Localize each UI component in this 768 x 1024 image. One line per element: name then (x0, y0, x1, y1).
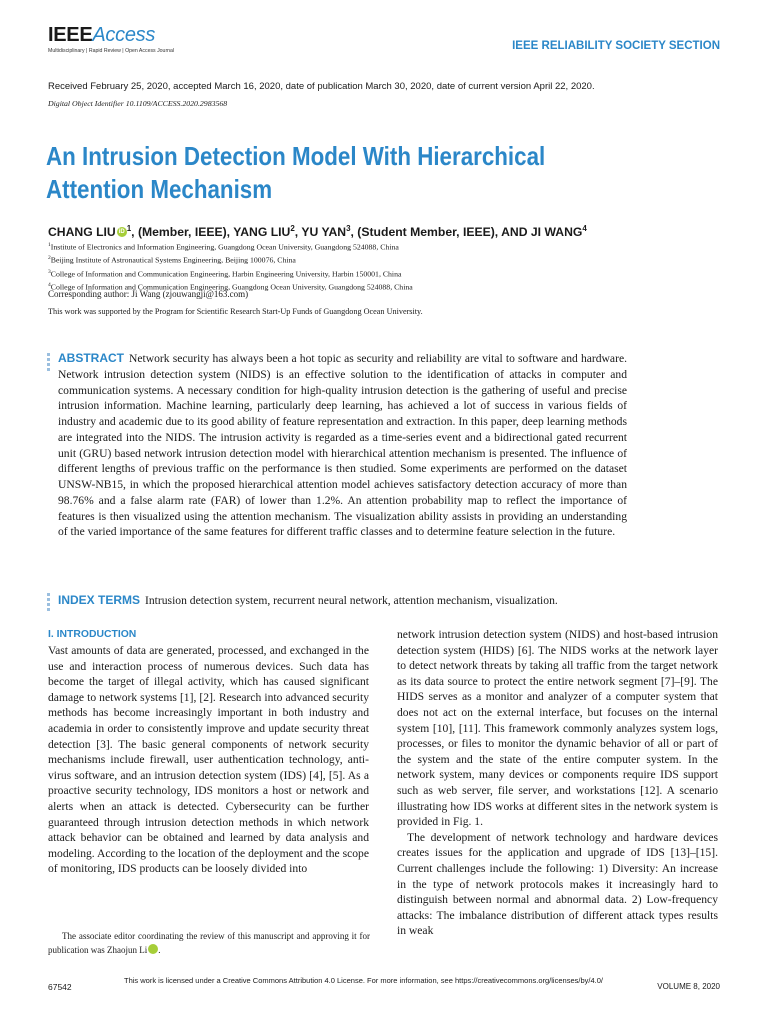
section-heading: I. INTRODUCTION (48, 629, 137, 640)
author-role: , (Member, IEEE), (131, 225, 234, 240)
orcid-icon[interactable]: iD (148, 944, 158, 954)
affiliation-text: Institute of Electronics and Information Engineering, Guangdong Ocean University, Guangdong 524088, China (50, 242, 399, 252)
abstract-label: ABSTRACT (58, 351, 124, 365)
doi-link[interactable]: 10.1109/ACCESS.2020.2983568 (125, 99, 228, 108)
affiliation-num: 1 (48, 242, 51, 248)
index-terms (58, 593, 698, 608)
abstract-text: Network security has always been a hot topic as security and reliability are vital to software and hardware. Network intrusion detection system (NIDS) is an effective solution to the identification of attacks in computer and communication systems. A necessary condition for high-quality intrusion detection is the gathering of useful and precise intrusion information. Machine learning, particularly deep learning, has achieved a lot of success in various fields of industry and academic due to its good ability of feature representation and extraction. In this paper, deep learning methods are integrated into the NIDS. The intrusion activity is regarded as a time-series event and a bidirectional gated recurrent unit (GRU) based network intrusion detection model with hierarchical attention mechanism is presented. The influence of different lengths of previous traffic on the performance is then studied. Some experiments are performed on the dataset UNSW-NB15, in which the proposed hierarchical attention model achieves satisfactory detection accuracy of more than 98.76% and a false alarm rate (FAR) of lower than 1.2%. An attention probability map to reflect the importance of features is then visualized using the attention mechanism. The visualization ability assists in providing an understanding of the varied importance of the same features for different traffic classes and to determine feature selection in the future. (58, 352, 627, 539)
author-sup: 4 (582, 224, 587, 233)
affiliation-text: Beijing Institute of Astronautical Systems Engineering, Beijing 100076, China (50, 255, 296, 265)
index-terms-text: Intrusion detection system, recurrent neural network, attention mechanism, visualization. (145, 594, 558, 607)
paragraph: network intrusion detection system (NIDS) and host-based intrusion detection system (HIDS) [6]. The NIDS works at the network layer to detect network threats by taking all traffic from the target network as its data source to protect the entire network segment [7]–[9]. The HIDS serves as a monitor and analyzer of a computer system that does not act on the external interface, but focuses on the internal system [10], [11]. This framework commonly analyzes system logs, processes, or files to monitor the dynamic behavior of all or part of the system and the state of the entire computer system. In the network system, many devices or components require IDS support such as web server, file server, and workstations [12]. A scenario illustrating how IDS works at different sites in the network system is provided in Fig. 1. (397, 628, 718, 829)
page-number: 67542 (48, 982, 72, 992)
section-label: IEEE RELIABILITY SOCIETY SECTION (512, 40, 720, 52)
affiliations (48, 240, 413, 294)
author-role: , (Student Member, IEEE), AND (350, 225, 531, 240)
affiliation-num: 3 (48, 268, 51, 275)
paragraph: Vast amounts of data are generated, processed, and exchanged in the use and interaction process of numerous devices. Such data has become the target of illegal activity, which has caused significant damage to network systems [1], [2]. Research into advanced security methods has become increasingly important in both industry and academia in order to consistently improve and update security threat detection [3]. The basic general components of network security mechanisms include firewall, user authentication technology, anti-virus software, and an intrusion detection system (IDS) [4], [5]. As a proactive security technology, IDS monitors a host or network and alerts when an attack is detected. Cybersecurity can be further guaranteed through intrusion detection methods in which network attack behavior can be obtained and learned by data analysis and modeling. According to the location of the deployment and the scope of monitoring, IDS products can be loosely divided into (48, 644, 369, 876)
author-list (48, 224, 587, 239)
logo-ieee: IEEE (48, 24, 93, 46)
author-sup: 3 (346, 224, 351, 233)
author-name: YANG LIU (233, 225, 291, 240)
journal-logo (48, 24, 174, 54)
left-column (48, 627, 369, 877)
index-terms-marker-icon (47, 593, 51, 613)
right-column (397, 627, 718, 939)
abstract-marker-icon (47, 353, 51, 373)
corresponding-author: Corresponding author: Ji Wang (zjouwangji@163.com) (48, 289, 249, 299)
affiliation-num: 4 (48, 282, 51, 289)
author-sup: 2 (290, 224, 295, 233)
license-note[interactable]: This work is licensed under a Creative Commons Attribution 4.0 License. For more information, see https://creativecommons.org/licenses/by/4.0/ (124, 976, 603, 985)
author-name: JI WANG (530, 225, 583, 240)
logo-access: Access (92, 24, 156, 46)
orcid-icon[interactable]: iD (118, 229, 125, 236)
affiliation-num: 2 (48, 255, 51, 262)
affiliation-text: College of Information and Communication Engineering, Harbin Engineering University, Harbin 150001, China (50, 269, 402, 279)
author-separator: , (294, 225, 302, 240)
affiliation-line (48, 267, 413, 280)
author-name: CHANG LIU (48, 225, 116, 240)
editor-footnote: The associate editor coordinating the review of this manuscript and approving it for publication was Zhaojun Li iD. (48, 931, 370, 955)
doi-label: Digital Object Identifier (48, 99, 124, 108)
logo-tagline: Multidisciplinary | Rapid Review | Open Access Journal (48, 48, 175, 54)
affiliation-line (48, 253, 413, 266)
volume-label: VOLUME 8, 2020 (657, 982, 720, 991)
doi-line (48, 99, 227, 108)
author-sup: 1 (126, 224, 132, 233)
affiliation-line (48, 240, 413, 253)
abstract (58, 351, 627, 540)
affiliation-text: College of Information and Communication Engineering, Guangdong Ocean University, Guangdong 524088, China (50, 282, 413, 292)
paper-title: An Intrusion Detection Model With Hierarchical Attention Mechanism (46, 141, 546, 204)
funding-note: This work was supported by the Program for Scientific Research Start-Up Funds of Guangdong Ocean University. (48, 307, 423, 316)
index-terms-label: INDEX TERMS (58, 593, 141, 607)
received-dates: Received February 25, 2020, accepted March 16, 2020, date of publication March 30, 2020, date of current version April 22, 2020. (48, 81, 595, 92)
author-name: YU YAN (301, 225, 347, 240)
footnote-text: The associate editor coordinating the review of this manuscript and approving it for publication was Zhaojun Li (48, 931, 370, 955)
paragraph: The development of network technology and hardware devices creates issues for the application and upgrade of IDS [13]–[15]. Current challenges include the following: 1) Diversity: An increase in the type of network protocols makes it increasingly hard to distinguish between normal and abnormal data. 2) Low-frequency attacks: The imbalance distribution of different attack types results in weak (397, 830, 718, 938)
